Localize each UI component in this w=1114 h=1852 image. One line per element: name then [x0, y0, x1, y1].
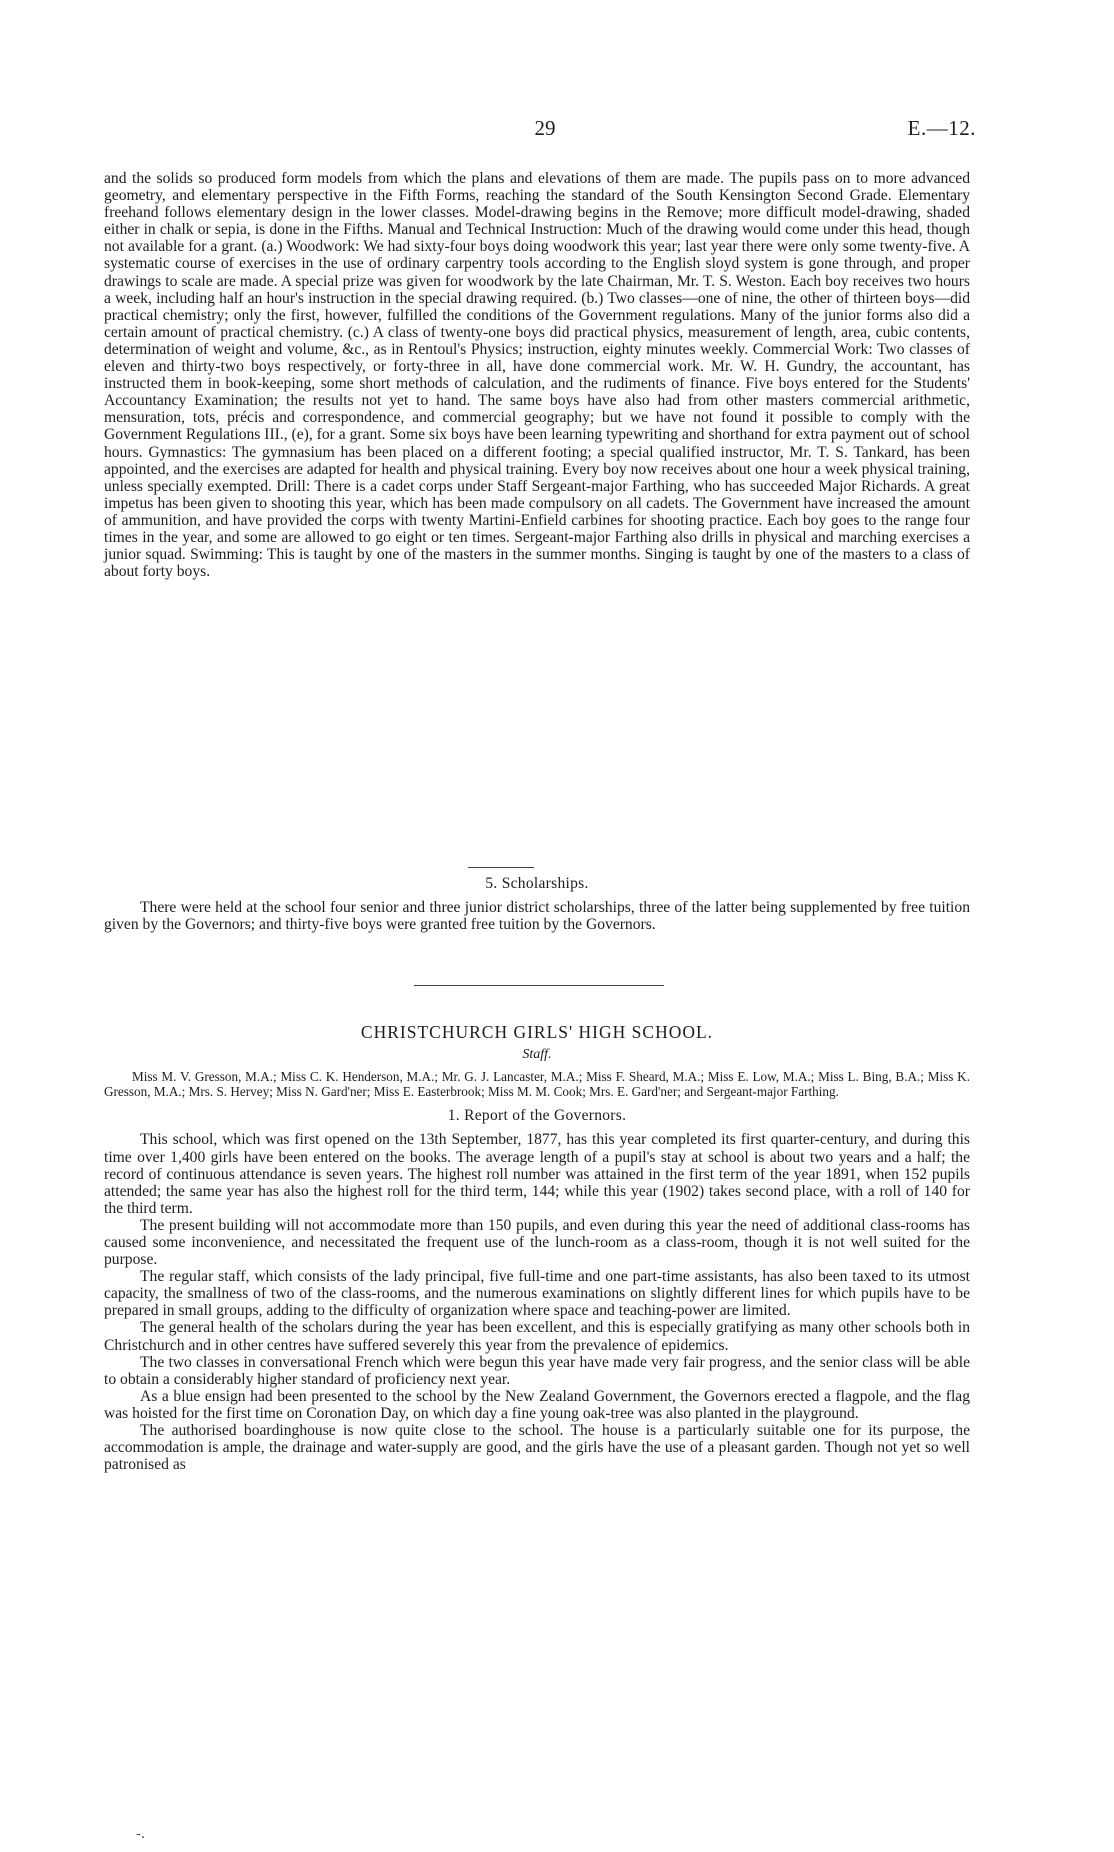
section-divider-long [414, 985, 664, 986]
report-paragraph: The two classes in conversational French which were begun this year have made very fair progress, and the senior class will be able to obtain a considerably higher standard of proficiency next year. [104, 1353, 970, 1388]
report-paragraph: The general health of the scholars during the year has been excellent, and this is especially gratifying as many other schools both in Christchurch and in other centres have suffered severely this year from the prevalence of epidemics. [104, 1319, 970, 1354]
scholarships-heading: 5. Scholarships. [485, 875, 589, 892]
report-paragraph: This school, which was first opened on the 13th September, 1877, has this year completed its first quarter-century, and during this time over 1,400 girls have been entered on the books. The average length of a pupil's stay at school is about two years and a half; the record of continuous attendance is seven years. The highest roll number was attained in the first term of the year 1891, when 152 pupils attended; the same year has also the highest roll for the third term, 144; while this year (1902) takes second place, with a roll of 140 for the third term. [104, 1131, 970, 1217]
page-header [0, 116, 1114, 146]
report-paragraph: As a blue ensign had been presented to the school by the New Zealand Government, the Governors erected a flagpole, and the flag was hoisted for the first time on Coronation Day, on which day a fine young oak-tree was also planted in the playground. [104, 1387, 970, 1422]
continued-paragraph: and the solids so produced form models from which the plans and elevations of them are made. The pupils pass on to more advanced geometry, and elementary perspective in the Fifth Forms, reaching the standard of the South Kensington Second Grade. Elementary freehand follows elementary design in the lower classes. Model-drawing begins in the Remove; more difficult model-drawing, shaded either in chalk or sepia, is done in the Fifths. Manual and Technical Instruction: Much of the drawing would come under this head, though not available for a grant. (a.) Woodwork: We had sixty-four boys doing woodwork this year; last year there were only some twenty-five. A systematic course of exercises in the use of ordinary carpentry tools according to the English sloyd system is gone through, and proper drawings to scale are made. A special prize was given for woodwork by the late Chairman, Mr. T. S. Weston. Each boy receives two hours a week, including half an hour's instruction in the special drawing required. (b.) Two classes—one of nine, the other of thirteen boys—did practical chemistry; only the first, however, fulfilled the conditions of the Government regulations. Many of the junior forms also did a certain amount of practical chemistry. (c.) A class of twenty-one boys did practical physics, measurement of length, area, cubic contents, determination of weight and volume, &c., as in Rentoul's Physics; instruction, eighty minutes weekly. Commercial Work: Two classes of eleven and thirty-two boys respectively, or forty-three in all, have done commercial work. Mr. W. H. Gundry, the accountant, has instructed them in book-keeping, some short methods of calculation, and the rudiments of finance. Five boys entered for the Students' Accountancy Examination; the results not yet to hand. The same boys have also had from other masters commercial arithmetic, mensuration, tots, précis and correspondence, and commercial geography; but we have not found it possible to comply with the Government Regulations III., (e), for a grant. Some six boys have been learning typewriting and shorthand for extra payment out of school hours. Gymnastics: The gymnasium has been placed on a different footing; a special qualified instructor, Mr. T. S. Tankard, has been appointed, and the exercises are adapted for health and physical training. Every boy now receives about one hour a week physical training, unless specially exempted. Drill: There is a cadet corps under Staff Sergeant-major Farthing, who has succeeded Major Richards. A great impetus has been given to shooting this year, which has been made compulsory on all cadets. The Government have increased the amount of ammunition, and have provided the corps with twenty Martini-Enfield carbines for shooting practice. Each boy goes to the range four times in the year, and some are allowed to go eight or ten times. Sergeant-major Farthing also drills in physical and marching exercises a junior squad. Swimming: This is taught by one of the masters in the summer months. Singing is taught by one of the masters to a class of about forty boys. [104, 170, 970, 581]
report-paragraph: The present building will not accommodate more than 150 pupils, and even during this year the need of additional class-rooms has caused some inconvenience, and necessitated the frequent use of the lunch-room as a class-room, though it is not well suited for the purpose. [104, 1216, 970, 1269]
footer-mark: -. [136, 1826, 146, 1842]
girls-school-section [104, 1022, 970, 1473]
report-paragraph: The regular staff, which consists of the lady principal, five full-time and one part-time assistants, has also been taxed to its utmost capacity, the smallness of two of the class-rooms, and the numerous examinations on slightly different lines for which pupils have to be prepared in small groups, adding to the difficulty of organization where space and teaching-power are limited. [104, 1268, 970, 1320]
school-title: CHRISTCHURCH GIRLS' HIGH SCHOOL. [360, 1022, 714, 1042]
continued-section [104, 170, 970, 580]
document-reference: E.—12. [907, 116, 976, 140]
staff-label: Staff. [522, 1047, 552, 1062]
report-heading: 1. Report of the Governors. [447, 1107, 627, 1125]
scholarships-section [104, 875, 970, 933]
report-body [104, 1131, 970, 1473]
page-number: 29 [534, 116, 556, 140]
scholarships-paragraph: There were held at the school four senior and three junior district scholarships, three of the latter being supplemented by free tuition given by the Governors; and thirty-five boys were granted free tuition by the Governors. [104, 899, 970, 934]
report-paragraph: The authorised boardinghouse is now quite close to the school. The house is a particularly suitable one for its purpose, the accommodation is ample, the drainage and water-supply are good, and the girls have the use of a pleasant garden. Though not yet so well patronised as [104, 1422, 970, 1474]
section-divider-short [468, 867, 534, 868]
staff-list: Miss M. V. Gresson, M.A.; Miss C. K. Henderson, M.A.; Mr. G. J. Lancaster, M.A.; Miss F. Sheard, M.A.; Miss E. Low, M.A.; Miss L. Bing, B.A.; Miss K. Gresson, M.A.; Mrs. S. Hervey; Miss N. Gard'ner; Miss E. Easterbrook; Miss M. M. Cook; Mrs. E. Gard'ner; and Sergeant-major Farthing. [104, 1069, 970, 1100]
